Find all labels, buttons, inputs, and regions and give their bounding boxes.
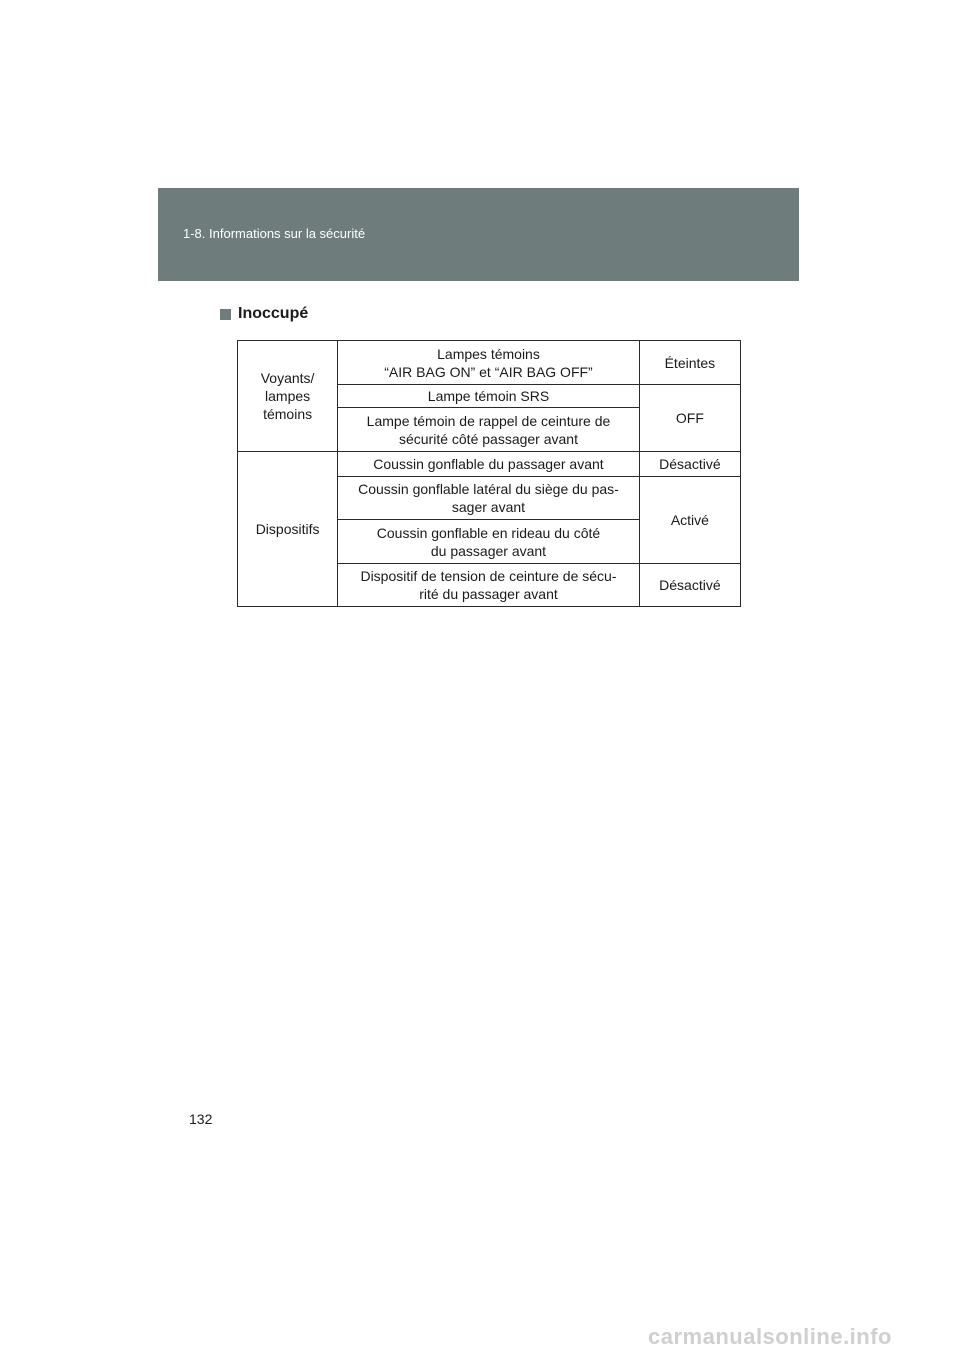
devices-label-cell: Dispositifs (238, 452, 338, 607)
device-item-line: rité du passager avant (419, 586, 558, 602)
indicator-item-cell (338, 341, 640, 385)
indicators-label-line: Voyants/ (260, 370, 315, 386)
indicator-state-cell: OFF (639, 385, 740, 452)
device-state-cell: Désactivé (639, 452, 740, 477)
device-item-cell (338, 477, 640, 520)
watermark-text: carmanualsonline.info (648, 1324, 892, 1349)
indicator-state-cell: Éteintes (639, 341, 740, 385)
square-bullet-icon (220, 309, 231, 320)
table-row (238, 341, 741, 385)
section-heading (220, 305, 308, 323)
indicators-label-line: lampes (265, 388, 311, 404)
section-title: Inoccupé (238, 305, 309, 322)
device-item-cell (338, 564, 640, 607)
device-item-line: sager avant (451, 499, 526, 515)
device-item-line: Dispositif de tension de ceinture de sécu- (360, 568, 617, 584)
chapter-title: 1-8. Informations sur la sécurité (183, 226, 366, 241)
airbag-status-table (237, 340, 741, 607)
indicator-item-line: sécurité côté passager avant (398, 430, 578, 447)
indicator-item-cell (338, 408, 640, 452)
indicator-item-line: Lampes témoins (437, 345, 540, 362)
device-state-cell: Désactivé (639, 564, 740, 607)
table-row (238, 452, 741, 477)
indicator-item-line: Lampe témoin de rappel de ceinture de (366, 412, 611, 429)
indicators-label-line: témoins (263, 406, 313, 422)
watermark[interactable] (642, 1320, 960, 1358)
device-item-line: Coussin gonflable latéral du siège du pas- (358, 481, 619, 497)
device-item-line: du passager avant (430, 542, 547, 559)
indicators-label-cell (238, 341, 338, 452)
indicator-item-line: “AIR BAG ON” et “AIR BAG OFF” (384, 363, 593, 380)
chapter-header-band (158, 188, 799, 281)
device-item-cell: Coussin gonflable du passager avant (338, 452, 640, 477)
page-number: 132 (189, 1111, 213, 1127)
indicator-item-cell: Lampe témoin SRS (338, 385, 640, 408)
device-item-cell (338, 520, 640, 564)
device-item-line: Coussin gonflable en rideau du côté (376, 524, 601, 541)
device-state-cell: Activé (639, 477, 740, 564)
